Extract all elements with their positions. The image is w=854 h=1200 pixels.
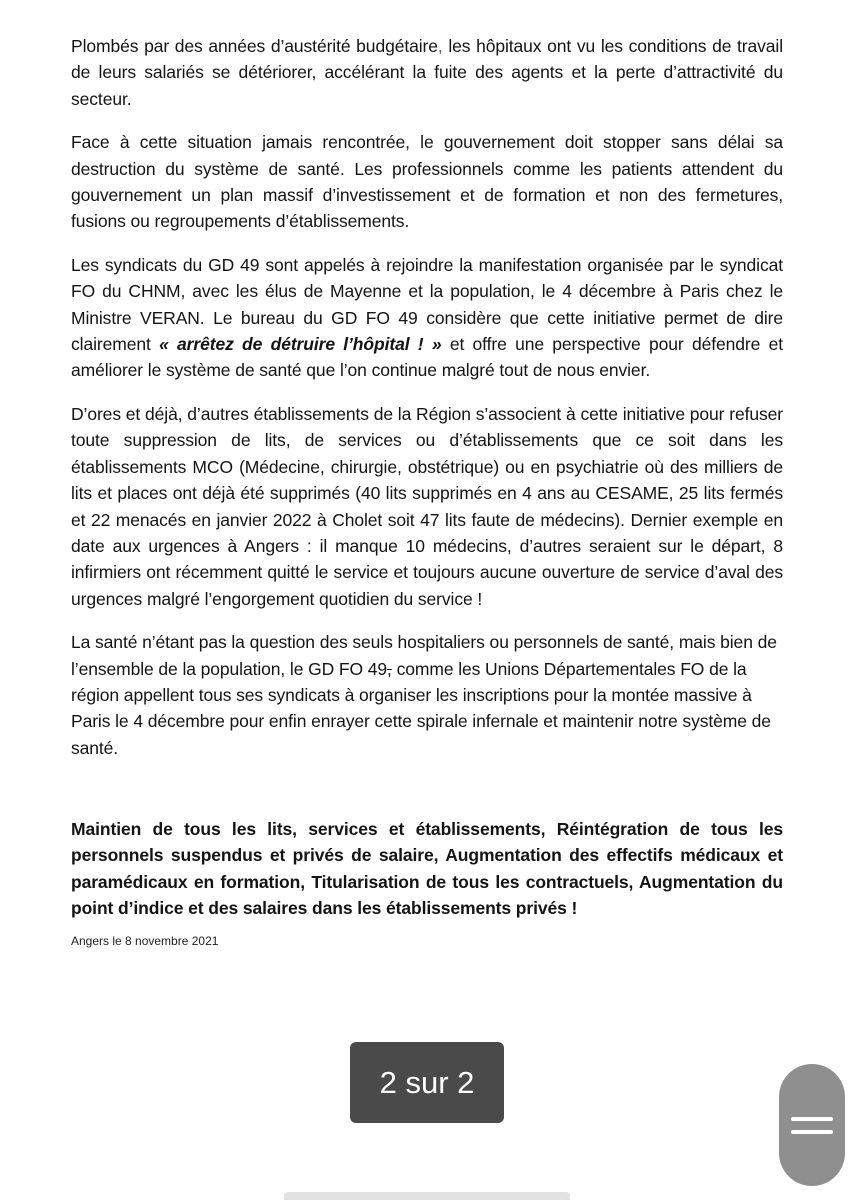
paragraph-5 xyxy=(71,629,783,761)
page-indicator xyxy=(350,1042,504,1123)
slogan-emphasis: « arrêtez de détruire l’hôpital ! » xyxy=(159,334,442,355)
grip-lines-icon xyxy=(791,1117,833,1134)
scroll-handle[interactable] xyxy=(779,1064,845,1186)
closing-demands: Maintien de tous les lits, services et établissements, Réintégration de tous les personnels suspendus et privés de salaire, Augmentation des effectifs médicaux et paramédicaux en formation, Titularisation de tous les contractuels, Augmentation du point d’indice et des salaires dans les établissements privés ! xyxy=(71,819,783,919)
paragraph-1-text-a: Plombés par des années d’austérité budgétaire xyxy=(71,36,438,56)
grip-line xyxy=(791,1130,833,1134)
paragraph-5-text-b: comme les Unions Départementales FO de la région appellent tous ses syndicats à organiser les inscriptions pour la montée massive à Paris le 4 décembre pour enfin enrayer cette spirale infernale et maintenir notre système de santé. xyxy=(71,658,771,758)
paragraph-4: D’ores et déjà, d’autres établissements de la Région s’associent à cette initiative pour refuser toute suppression de lits, de services ou d’établissements que ce soit dans les établissements MCO (Médecine, chirurgie, obstétrique) ou en psychiatrie où des milliers de lits et places ont déjà été supprimés (40 lits supprimés en 4 ans au CESAME, 25 lits fermés et 22 menacés en janvier 2022 à Cholet soit 47 lits faute de médecins). Dernier exemple en date aux urgences à Angers : il manque 10 médecins, d’autres seraient sur le départ, 8 infirmiers ont récemment quitté le service et toujours aucune ouverture de service d’aval des urgences malgré l’engorgement quotidien du service ! xyxy=(71,403,783,609)
paragraph-3 xyxy=(71,252,783,384)
highlighted-comma: , xyxy=(437,36,443,56)
paragraph-5-text-a: La santé n’étant pas la question des seuls hospitaliers ou personnels de santé, mais bien de l’ensemble de la population, le GD FO 49 xyxy=(71,632,777,679)
paragraph-3-text-a: Les syndicats du GD 49 sont appelés à rejoindre la manifestation organisée par le syndicat FO du CHNM, avec les élus de Mayenne et la population, le 4 décembre à Paris chez le Ministre VERAN. Le bureau du GD FO 49 considère que cette initiative permet de dire clairement xyxy=(71,254,783,355)
home-indicator[interactable] xyxy=(284,1192,570,1200)
paragraph-1-text-b: les hôpitaux ont vu les conditions de travail de leurs salariés se détériorer, accélérant la fuite des agents et la perte d’attractivité du secteur. xyxy=(71,36,783,109)
paragraph-1 xyxy=(71,33,783,112)
date-signature: Angers le 8 novembre 2021 xyxy=(71,934,219,948)
struck-comma: , xyxy=(387,658,392,679)
grip-line xyxy=(791,1117,833,1121)
page-indicator-label: 2 sur 2 xyxy=(379,1064,475,1100)
document-body xyxy=(71,33,783,761)
paragraph-3-text-b: et offre une perspective pour défendre et améliorer le système de santé que l’on continue malgré tout de nous envier. xyxy=(71,334,783,381)
paragraph-2: Face à cette situation jamais rencontrée, le gouvernement doit stopper sans délai sa destruction du système de santé. Les professionnels comme les patients attendent du gouvernement un plan massif d’investissement et de formation et non des fermetures, fusions ou regroupements d’établissements. xyxy=(71,132,783,232)
